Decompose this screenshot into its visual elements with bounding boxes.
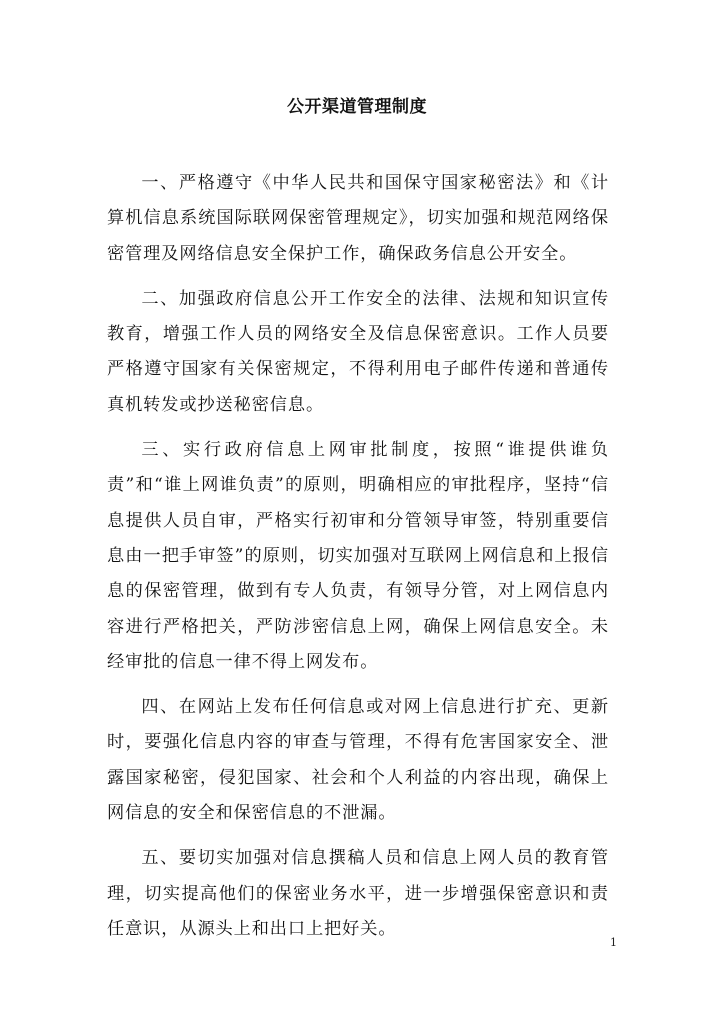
paragraph-4: 四、在网站上发布任何信息或对网上信息进行扩充、更新时，要强化信息内容的审查与管理，不得有危害国家安全、泄露国家秘密，侵犯国家、社会和个人利益的内容出现，确保上网信息的安全和保密信息的不泄漏。 xyxy=(107,697,609,824)
paragraph-2: 二、加强政府信息公开工作安全的法律、法规和知识宣传教育，增强工作人员的网络安全及信息保密意识。工作人员要严格遵守国家有关保密规定，不得利用电子邮件传递和普通传真机转发或抄送秘密信息。 xyxy=(107,288,609,415)
paragraph-5: 五、要切实加强对信息撰稿人员和信息上网人员的教育管理，切实提高他们的保密业务水平，进一步增强保密意识和责任意识，从源头上和出口上把好关。 xyxy=(107,848,609,939)
paragraph-1: 一、严格遵守《中华人民共和国保守国家秘密法》和《计算机信息系统国际联网保密管理规定》，切实加强和规范网络保密管理及网络信息安全保护工作，确保政务信息公开安全。 xyxy=(107,173,609,264)
document-title: 公开渠道管理制度 xyxy=(287,97,427,117)
document-body xyxy=(107,166,609,957)
paragraph-3: 三、实行政府信息上网审批制度，按照“谁提供谁负责”和“谁上网谁负责”的原则，明确相应的审批程序，坚持“信息提供人员自审，严格实行初审和分管领导审签，特别重要信息由一把手审签”的原则，切实加强对互联网上网信息和上报信息的保密管理，做到有专人负责，有领导分管，对上网信息内容进行严格把关，严防涉密信息上网，确保上网信息安全。未经审批的信息一律不得上网发布。 xyxy=(107,440,609,672)
page-number: 1 xyxy=(610,936,617,949)
